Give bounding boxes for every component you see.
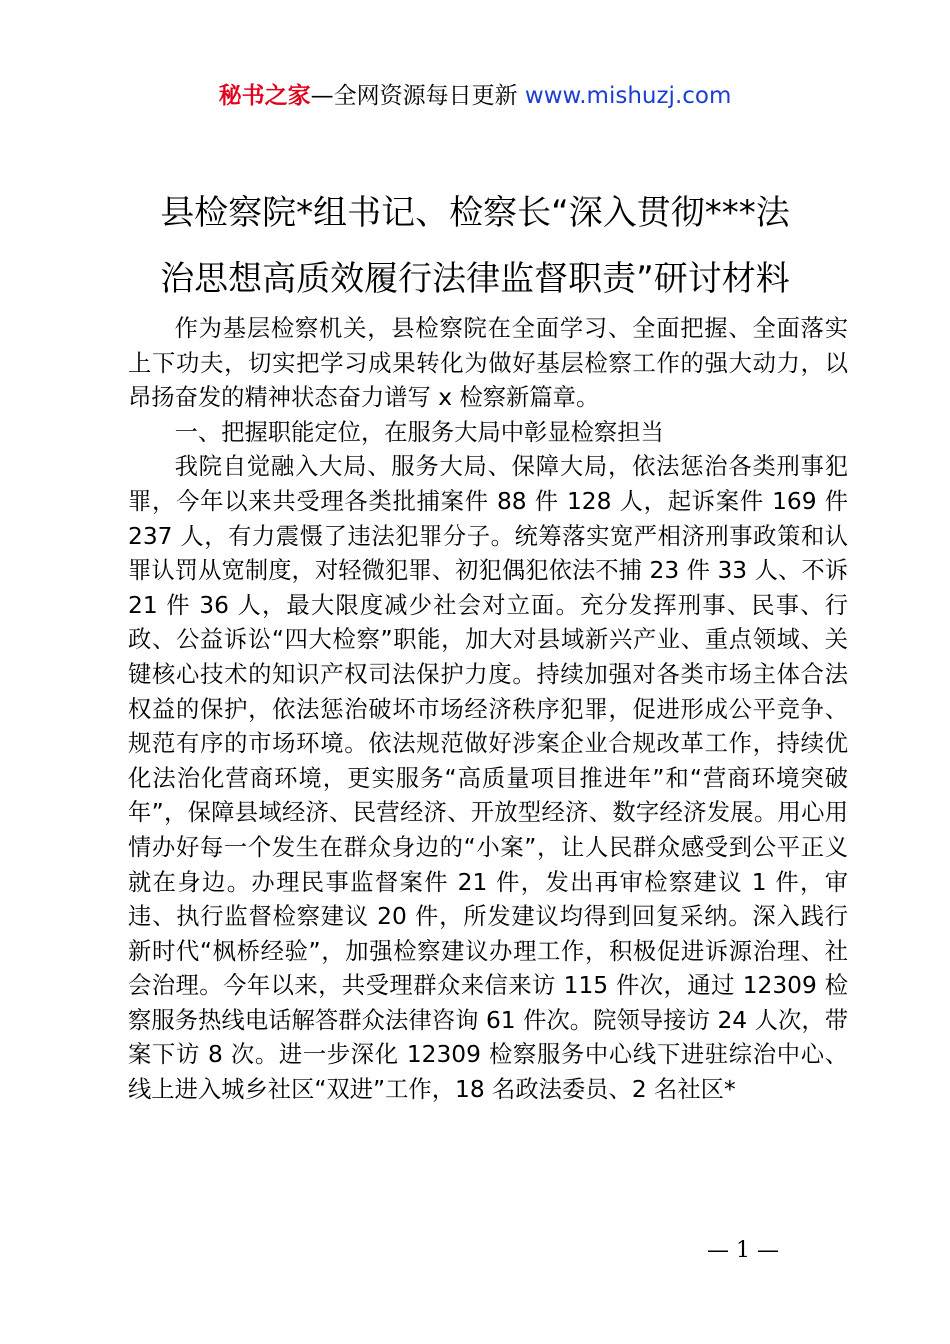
document-body [128, 312, 848, 1108]
page-number: — 1 — [707, 1238, 779, 1263]
section-heading: 一、把握职能定位，在服务大局中彰显检察担当 [174, 418, 664, 446]
site-brand: 秘书之家 [218, 83, 311, 109]
site-header [0, 80, 950, 112]
intro-paragraph: 作为基层检察机关，县检察院在全面学习、全面把握、全面落实上下功夫，切实把学习成果转化为做好基层检察工作的强大动力，以昂扬奋发的精神状态奋力谱写 x 检察新篇章。 [128, 315, 848, 412]
site-slogan: —全网资源每日更新 [310, 83, 518, 109]
site-url-link[interactable]: www.mishuzj.com [524, 83, 732, 109]
document-title-line-2: 治思想高质效履行法律监督职责”研讨材料 [160, 259, 790, 299]
document-title-line-1: 县检察院*组书记、检察长“深入贯彻***法 [160, 193, 790, 233]
body-paragraph: 我院自觉融入大局、服务大局、保障大局，依法惩治各类刑事犯罪，今年以来共受理各类批捕案件 88 件 128 人，起诉案件 169 件 237 人，有力震慑了违法犯罪分子。统筹落实宽严相济刑事政策和认罪认罚从宽制度，对轻微犯罪、初犯偶犯依法不捕 23 件 33 人、不诉 21 件 36 人，最大限度减少社会对立面。充分发挥刑事、民事、行政、公益诉讼“四大检察”职能，加大对县域新兴产业、重点领域、关键核心技术的知识产权司法保护力度。持续加强对各类市场主体合法权益的保护，依法惩治破坏市场经济秩序犯罪，促进形成公平竞争、规范有序的市场环境。依法规范做好涉案企业合规改革工作，持续优化法治化营商环境，更实服务“高质量项目推进年”和“营商环境突破年”，保障县域经济、民营经济、开放型经济、数字经济发展。用心用情办好每一个发生在群众身边的“小案”，让人民群众感受到公平正义就在身边。办理民事监督案件 21 件，发出再审检察建议 1 件，审违、执行监督检察建议 20 件，所发建议均得到回复采纳。深入践行新时代“枫桥经验”，加强检察建议办理工作，积极促进诉源治理、社会治理。今年以来，共受理群众来信来访 115 件次，通过 12309 检察服务热线电话解答群众法律咨询 61 件次。院领导接访 24 人次，带案下访 8 次。进一步深化 12309 检察服务中心线下进驻综治中心、线上进入城乡社区“双进”工作，18 名政法委员、2 名社区* [128, 453, 848, 1104]
